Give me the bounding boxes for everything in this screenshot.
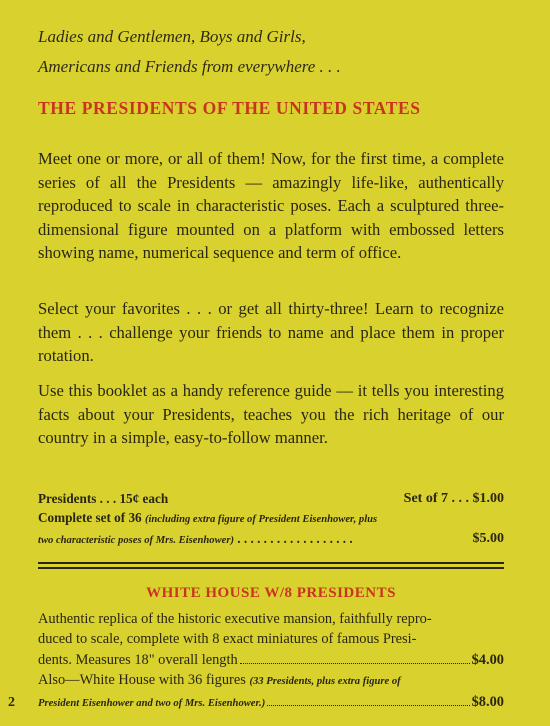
wh-line-3: [38, 650, 504, 670]
price-list: [38, 489, 504, 550]
intro-line-1: Ladies and Gentlemen, Boys and Girls,: [38, 27, 306, 46]
wh-line-3-text: dents. Measures 18" overall length: [38, 651, 238, 668]
intro-greeting: [38, 22, 518, 82]
set-of-7-price: Set of 7 . . . $1.00: [403, 491, 504, 506]
wh-line-1-text: Authentic replica of the historic executive mansion, faithfully repro-: [38, 611, 432, 627]
complete-set-price: $5.00: [472, 531, 504, 546]
complete-set-label: Complete set of 36: [38, 510, 142, 525]
presidents-price: Presidents . . . 15¢ each: [38, 491, 169, 506]
price-row-single: [38, 489, 504, 508]
price-row-complete-2: [38, 529, 504, 550]
wh-line-4: [38, 670, 504, 692]
wh-line-2-text: duced to scale, complete with 8 exact miniatures of famous Presi-: [38, 631, 417, 648]
dot-leader-2: [267, 705, 469, 706]
intro-line-2: Americans and Friends from everywhere . . .: [38, 57, 341, 76]
section-heading: THE PRESIDENTS OF THE UNITED STATES: [38, 98, 421, 118]
wh-line-5: [38, 692, 504, 714]
divider-rule-bottom: [38, 567, 504, 569]
wh-line-4-text: Also—White House with 36 figures: [38, 671, 246, 688]
white-house-price: $4.00: [471, 651, 504, 668]
wh-line-4-note: (33 Presidents, plus extra figure of: [249, 675, 401, 687]
wh-line-1: [38, 609, 504, 629]
wh-line-5-note: President Eisenhower and two of Mrs. Eisenhower.): [38, 698, 266, 710]
complete-set-dots: . . . . . . . . . . . . . . . . . .: [234, 531, 353, 546]
complete-set-note-2: two characteristic poses of Mrs. Eisenhower): [38, 535, 234, 546]
white-house-36-price: $8.00: [471, 694, 504, 711]
wh-line-2: [38, 629, 504, 649]
white-house-description: [38, 609, 504, 714]
page-number: 2: [8, 695, 15, 710]
divider-rule-top: [38, 562, 504, 564]
price-row-complete: [38, 508, 504, 529]
paragraph-3: Use this booklet as a handy reference guide — it tells you interesting facts about your Presidents, teaches you the rich heritage of our country in a simple, easy-to-follow manner.: [38, 381, 504, 447]
complete-set-note-1: (including extra figure of President Eisenhower, plus: [144, 514, 378, 525]
white-house-heading: WHITE HOUSE W/8 PRESIDENTS: [146, 585, 396, 601]
dot-leader: [240, 663, 470, 664]
paragraph-2: Select your favorites . . . or get all thirty-three! Learn to recognize them . . . challenge your friends to name and place them in proper rotation.: [38, 299, 504, 365]
paragraph-1: Meet one or more, or all of them! Now, for the first time, a complete series of all the Presidents — amazingly life-like, authentically reproduced to scale in characteristic poses. Each a sculptured three-dimensional figure mounted on a platform with embossed letters showing name, numerical sequence and term of office.: [38, 149, 504, 262]
